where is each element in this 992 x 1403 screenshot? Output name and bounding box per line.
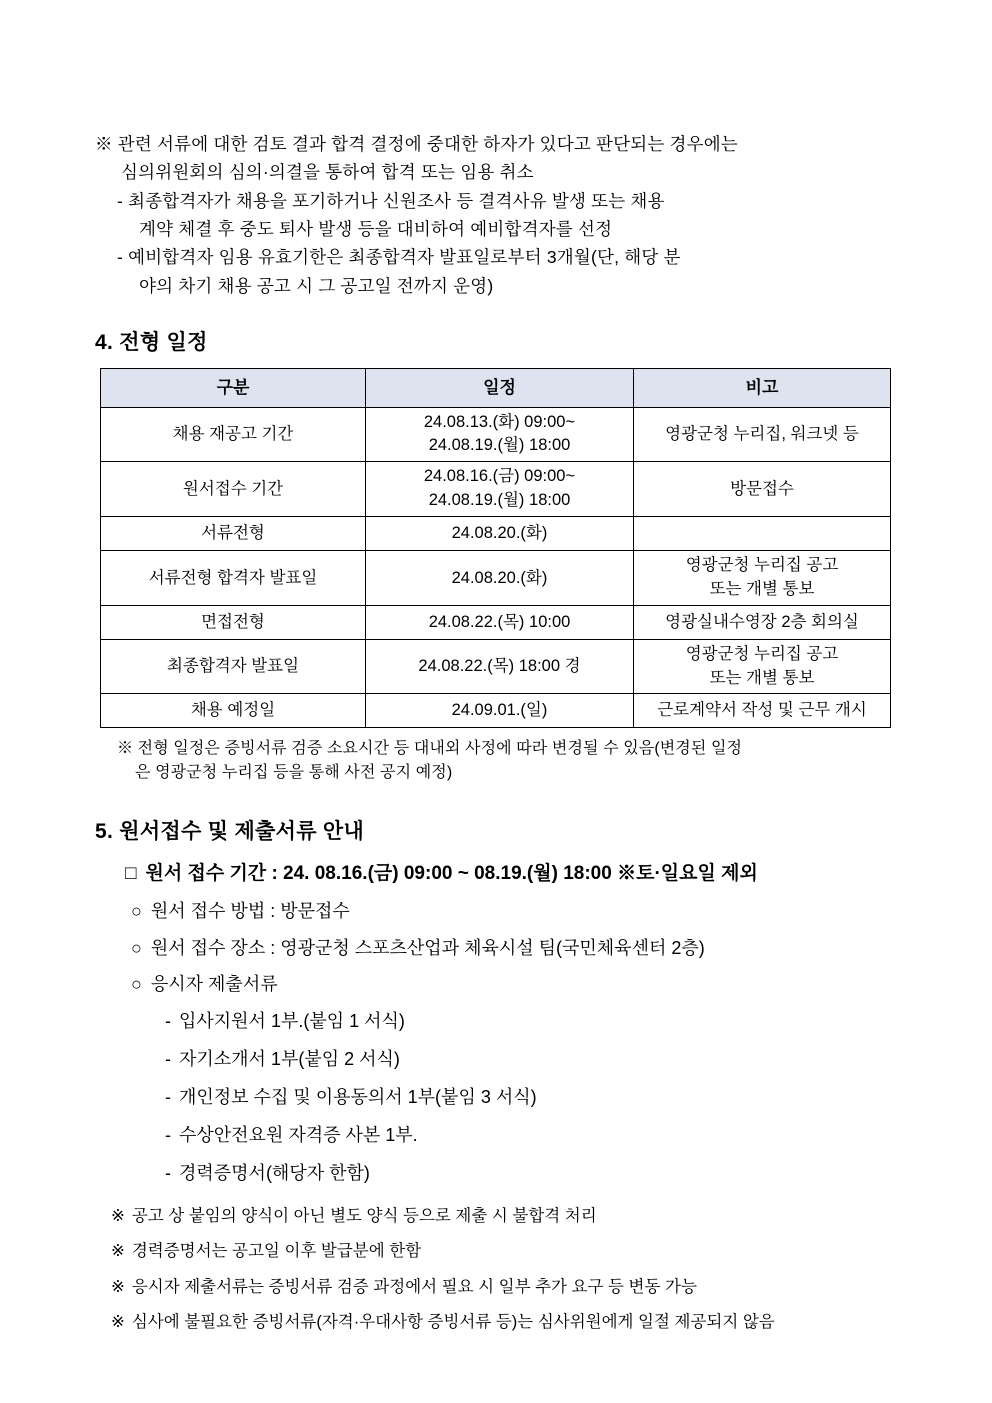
applicant-documents-item xyxy=(125,971,902,999)
applicant-documents-text: 응시자 제출서류 xyxy=(150,974,278,995)
document-item-text: 경력증명서(해당자 한함) xyxy=(179,1162,370,1183)
application-period-item xyxy=(125,859,902,888)
cell-bigo-line1: 영광군청 누리집 공고 xyxy=(685,555,839,574)
cell-gubun: 최종합격자 발표일 xyxy=(101,639,366,694)
cell-gubun: 채용 예정일 xyxy=(101,694,366,728)
cell-iljeong: 24.09.01.(일) xyxy=(366,694,634,728)
footnote-text: 공고 상 붙임의 양식이 아닌 별도 양식 등으로 제출 시 불합격 처리 xyxy=(131,1206,597,1225)
asterisk-marker: ※ xyxy=(111,1277,125,1296)
dash-marker: - xyxy=(165,1087,171,1108)
cell-gubun: 면접전형 xyxy=(101,605,366,639)
cell-bigo: 영광실내수영장 2층 회의실 xyxy=(634,605,891,639)
table-row xyxy=(101,517,891,551)
top-notes xyxy=(95,130,902,300)
cell-bigo-line1: 영광군청 누리집 공고 xyxy=(685,644,839,663)
document-item-text: 입사지원서 1부.(붙임 1 서식) xyxy=(179,1011,405,1032)
footnote xyxy=(111,1275,902,1301)
table-row xyxy=(101,462,891,517)
schedule-note-line2: 은 영광군청 누리집 등을 통해 사전 공지 예정) xyxy=(135,764,453,782)
table-header-iljeong: 일정 xyxy=(366,369,634,407)
application-place-text: 원서 접수 장소 : 영광군청 스포츠산업과 체육시설 팀(국민체육센터 2층) xyxy=(150,937,705,958)
asterisk-marker: ※ xyxy=(111,1313,125,1332)
document-item xyxy=(125,1008,902,1036)
cell-iljeong: 24.08.20.(화) xyxy=(366,550,634,605)
table-header-gubun: 구분 xyxy=(101,369,366,407)
table-header-bigo: 비고 xyxy=(634,369,891,407)
schedule-table-note xyxy=(117,737,902,785)
cell-iljeong-line1: 24.08.13.(화) 09:00~ xyxy=(423,412,576,431)
footnote-text: 응시자 제출서류는 증빙서류 검증 과정에서 필요 시 일부 추가 요구 등 변동 가능 xyxy=(131,1277,697,1296)
footnote xyxy=(111,1239,902,1265)
table-row xyxy=(101,407,891,462)
circle-marker: ○ xyxy=(131,937,142,958)
cell-gubun: 채용 재공고 기간 xyxy=(101,407,366,462)
cell-gubun: 원서접수 기간 xyxy=(101,462,366,517)
cell-iljeong-line2: 24.08.19.(월) 18:00 xyxy=(428,436,571,455)
top-dash-2-line1: - 예비합격자 임용 유효기한은 최종합격자 발표일로부터 3개월(단, 해당 분 xyxy=(117,247,681,268)
document-item xyxy=(125,1122,902,1150)
dash-marker: - xyxy=(165,1162,171,1183)
dash-marker: - xyxy=(165,1049,171,1070)
dash-marker: - xyxy=(165,1124,171,1145)
cell-gubun: 서류전형 xyxy=(101,517,366,551)
section-4-title: 4. 전형 일정 xyxy=(95,331,208,355)
circle-marker: ○ xyxy=(131,974,142,995)
cell-gubun: 서류전형 합격자 발표일 xyxy=(101,550,366,605)
cell-bigo: 방문접수 xyxy=(634,462,891,517)
table-row xyxy=(101,694,891,728)
document-item xyxy=(125,1046,902,1074)
table-row xyxy=(101,550,891,605)
section-5-footnotes xyxy=(111,1204,902,1336)
application-period-text: 원서 접수 기간 : 24. 08.16.(금) 09:00 ~ 08.19.(월) 18:00 ※토·일요일 제외 xyxy=(145,863,758,885)
document-item xyxy=(125,1084,902,1112)
top-note-1-line2: 심의위원회의 심의·의결을 통하여 합격 또는 임용 취소 xyxy=(121,162,534,183)
footnote xyxy=(111,1310,902,1336)
cell-iljeong: 24.08.22.(목) 18:00 경 xyxy=(366,639,634,694)
asterisk-marker: ※ xyxy=(111,1206,125,1225)
cell-iljeong-line2: 24.08.19.(월) 18:00 xyxy=(428,491,571,510)
footnote xyxy=(111,1204,902,1230)
footnote-text: 심사에 불필요한 증빙서류(자격·우대사항 증빙서류 등)는 심사위원에게 일절 제공되지 않음 xyxy=(131,1313,775,1332)
cell-iljeong: 24.08.20.(화) xyxy=(366,517,634,551)
asterisk-marker: ※ xyxy=(111,1242,125,1261)
cell-iljeong xyxy=(366,407,634,462)
schedule-table xyxy=(100,368,891,728)
cell-bigo: 영광군청 누리집, 워크넷 등 xyxy=(634,407,891,462)
application-method-text: 원서 접수 방법 : 방문접수 xyxy=(150,900,350,921)
document-item xyxy=(125,1160,902,1188)
top-dash-1-line2: 계약 체결 후 중도 퇴사 발생 등을 대비하여 예비합격자를 선정 xyxy=(139,219,613,240)
cell-iljeong-line1: 24.08.16.(금) 09:00~ xyxy=(423,467,576,486)
section-5-body xyxy=(125,859,902,1188)
dash-marker: - xyxy=(165,1011,171,1032)
cell-bigo xyxy=(634,517,891,551)
square-marker: □ xyxy=(125,863,137,885)
table-row xyxy=(101,605,891,639)
cell-bigo-line2: 또는 개별 통보 xyxy=(709,668,815,687)
document-item-text: 개인정보 수집 및 이용동의서 1부(붙임 3 서식) xyxy=(179,1087,537,1108)
document-item-text: 자기소개서 1부(붙임 2 서식) xyxy=(179,1049,400,1070)
cell-bigo xyxy=(634,639,891,694)
top-dash-2-line2: 야의 차기 채용 공고 시 그 공고일 전까지 운영) xyxy=(139,275,494,296)
cell-bigo xyxy=(634,550,891,605)
cell-bigo-line2: 또는 개별 통보 xyxy=(709,579,815,598)
footnote-text: 경력증명서는 공고일 이후 발급분에 한함 xyxy=(131,1242,422,1261)
section-5-title: 5. 원서접수 및 제출서류 안내 xyxy=(95,820,365,844)
cell-bigo: 근로계약서 작성 및 근무 개시 xyxy=(634,694,891,728)
top-dash-1-line1: - 최종합격자가 채용을 포기하거나 신원조사 등 결격사유 발생 또는 채용 xyxy=(117,190,665,211)
document-item-text: 수상안전요원 자격증 사본 1부. xyxy=(179,1124,418,1145)
circle-marker: ○ xyxy=(131,900,142,921)
schedule-note-line1: ※ 전형 일정은 증빙서류 검증 소요시간 등 대내외 사정에 따라 변경될 수 있음(변경된 일정 xyxy=(117,740,743,758)
top-note-1-line1: ※ 관련 서류에 대한 검토 결과 합격 결정에 중대한 하자가 있다고 판단되는 경우에는 xyxy=(95,134,738,154)
application-place-item xyxy=(125,935,902,963)
table-row xyxy=(101,639,891,694)
table-header-row xyxy=(101,369,891,407)
cell-iljeong xyxy=(366,462,634,517)
cell-iljeong: 24.08.22.(목) 10:00 xyxy=(366,605,634,639)
application-method-item xyxy=(125,898,902,926)
